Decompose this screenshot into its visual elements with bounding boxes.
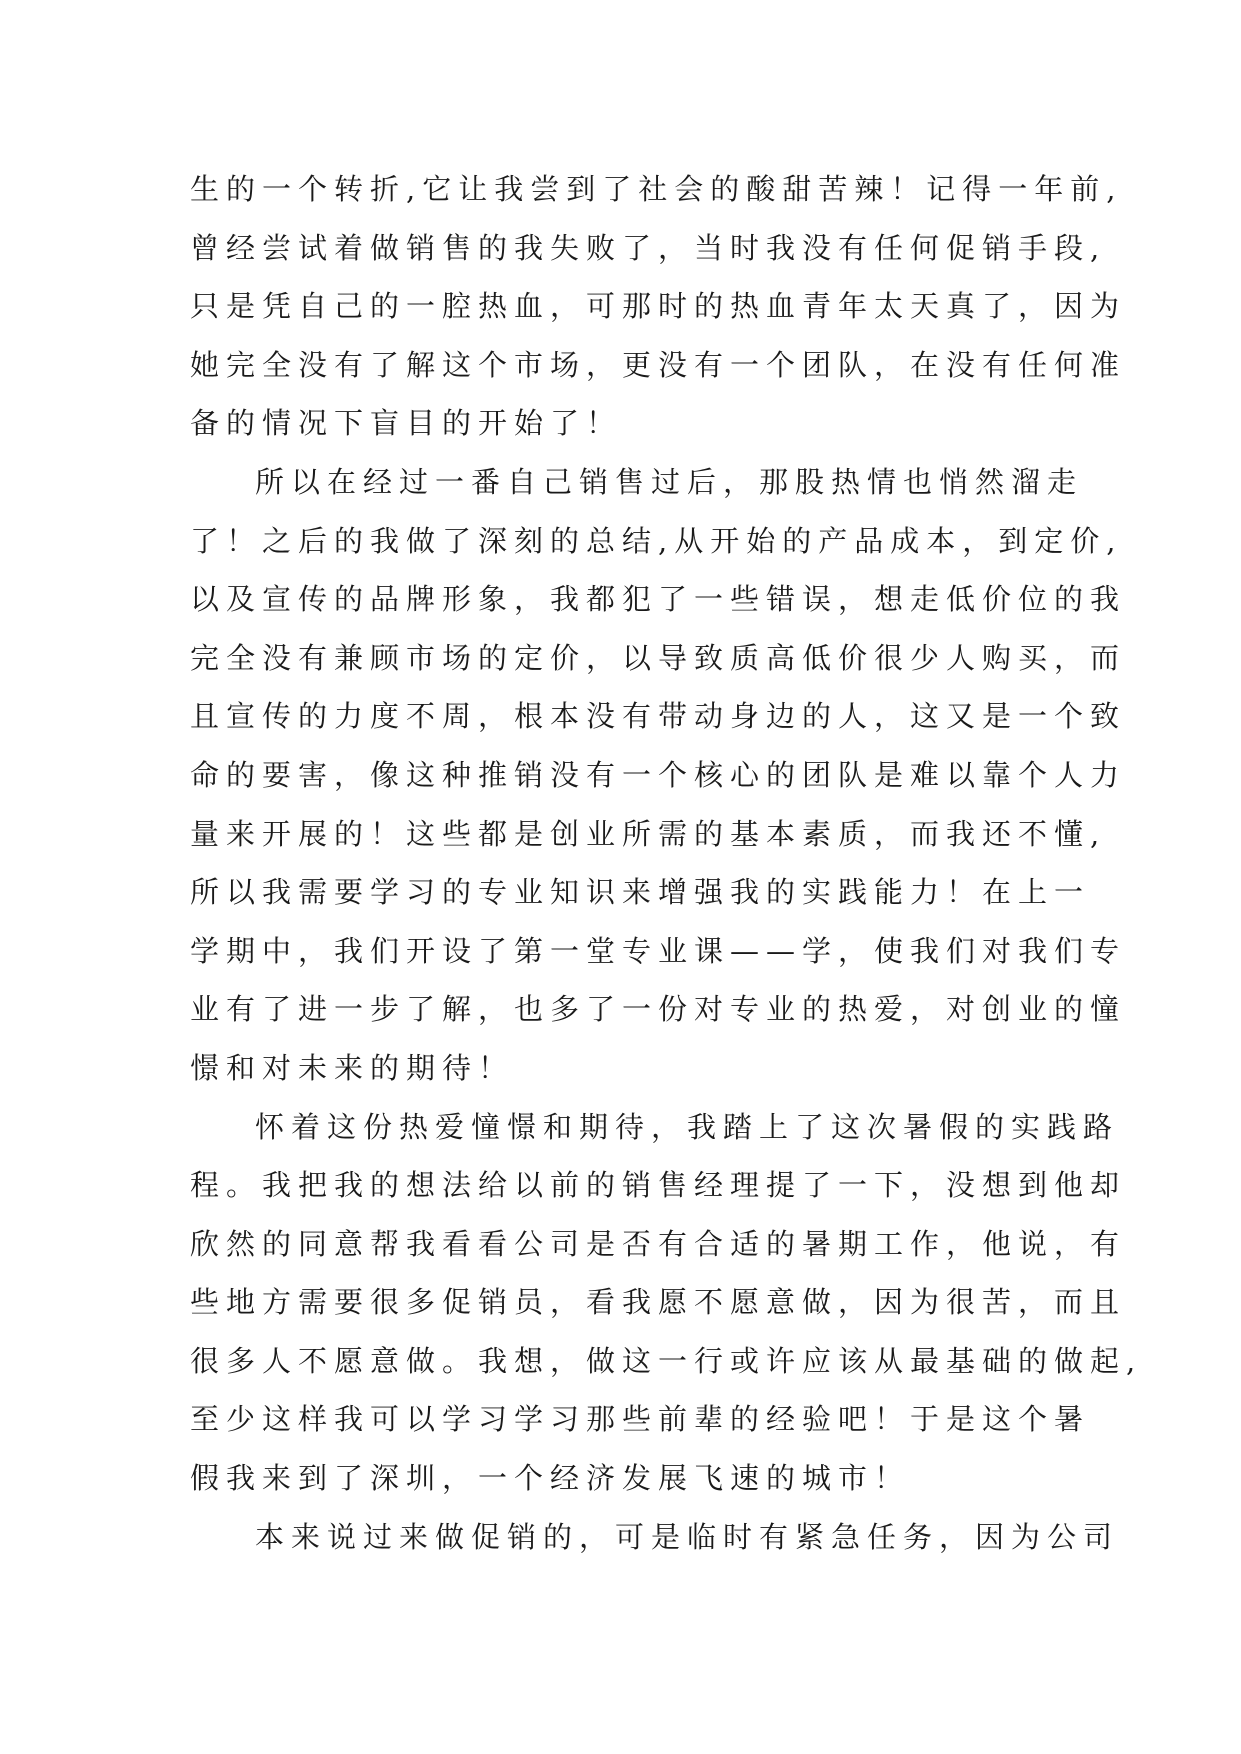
text-line: 憬和对未来的期待！ (190, 1050, 515, 1085)
text-line: 业有了进一步了解，也多了一份对专业的热爱，对创业的憧 (190, 992, 1127, 1027)
text-line: 她完全没有了解这个市场，更没有一个团队，在没有任何准 (190, 347, 1127, 382)
text-line: 学期中，我们开设了第一堂专业课——学，使我们对我们专 (190, 933, 1127, 968)
paragraph-start-line: 本来说过来做促销的，可是临时有紧急任务，因为公司 (255, 1519, 1120, 1554)
paragraph-start-line: 所以在经过一番自己销售过后，那股热情也悄然溜走 (255, 464, 1084, 499)
text-line: 所以我需要学习的专业知识来增强我的实践能力！在上一 (190, 875, 1091, 910)
text-line: 假我来到了深圳，一个经济发展飞速的城市！ (190, 1461, 911, 1496)
text-line: 了！之后的我做了深刻的总结,从开始的产品成本，到定价, (190, 523, 1123, 558)
text-line: 欣然的同意帮我看看公司是否有合适的暑期工作，他说，有 (190, 1226, 1127, 1261)
paragraph-start-line: 怀着这份热爱憧憬和期待，我踏上了这次暑假的实践路 (255, 1109, 1120, 1144)
text-line: 些地方需要很多促销员，看我愿不愿意做，因为很苦，而且 (190, 1285, 1127, 1320)
text-line: 生的一个转折,它让我尝到了社会的酸甜苦辣！记得一年前, (190, 172, 1123, 206)
text-line: 且宣传的力度不周，根本没有带动身边的人，这又是一个致 (190, 699, 1127, 734)
text-line: 命的要害，像这种推销没有一个核心的团队是难以靠个人力 (190, 757, 1127, 792)
text-line: 完全没有兼顾市场的定价，以导致质高低价很少人购买，而 (190, 640, 1127, 675)
text-line: 程。我把我的想法给以前的销售经理提了一下，没想到他却 (190, 1168, 1127, 1203)
text-line: 曾经尝试着做销售的我失败了，当时我没有任何促销手段, (190, 230, 1107, 265)
text-line: 至少这样我可以学习学习那些前辈的经验吧！于是这个暑 (190, 1402, 1091, 1437)
text-line: 只是凭自己的一腔热血，可那时的热血青年太天真了，因为 (190, 289, 1127, 324)
text-line: 以及宣传的品牌形象，我都犯了一些错误，想走低价位的我 (190, 582, 1127, 617)
text-line: 很多人不愿意做。我想，做这一行或许应该从最基础的做起, (190, 1343, 1143, 1378)
body-text (190, 160, 1143, 1566)
text-line: 备的情况下盲目的开始了！ (190, 406, 623, 441)
text-line: 量来开展的！这些都是创业所需的基本素质，而我还不懂, (190, 816, 1107, 851)
